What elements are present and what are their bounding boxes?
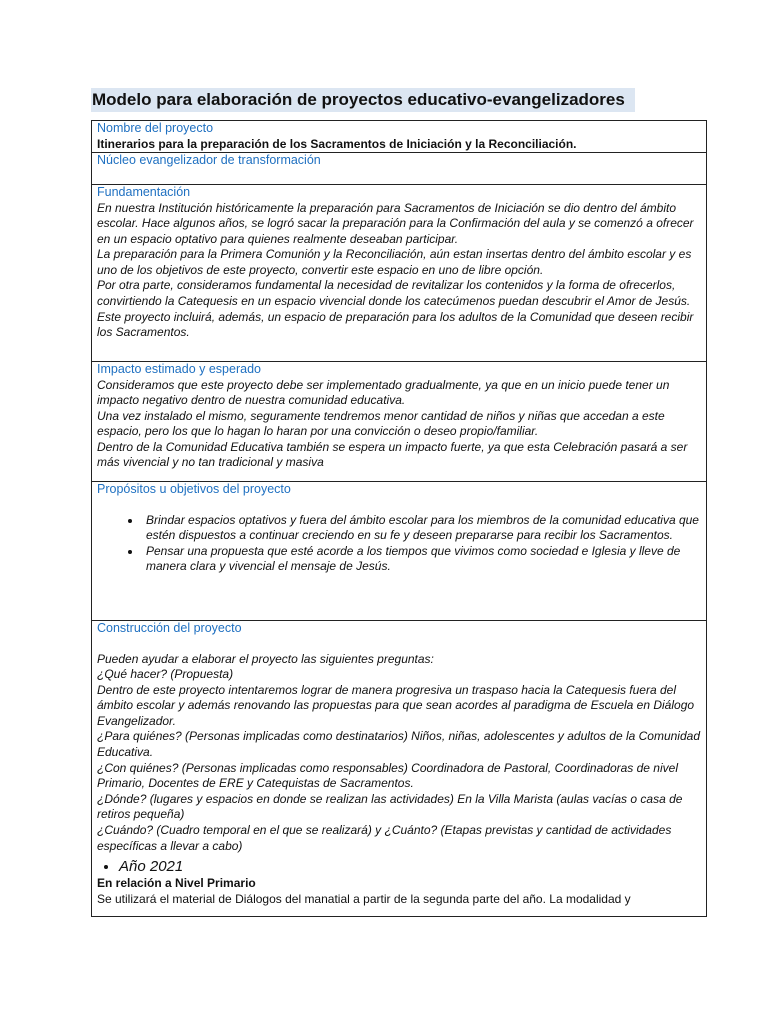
foundation-heading: Fundamentación bbox=[97, 185, 191, 199]
project-name-heading: Nombre del proyecto bbox=[97, 121, 214, 135]
construction-paragraph: ¿Qué hacer? (Propuesta) bbox=[97, 667, 234, 682]
foundation-paragraph: En nuestra Institución históricamente la preparación para Sacramentos de Iniciación se dio dentro del ámbito escolar. Hace algunos años, se logró sacar la preparación para la Confirmación del aula y se comenzó a ofrecer en un espacio optativo para quienes realmente deseaban participar. bbox=[97, 200, 694, 246]
impact-heading: Impacto estimado y esperado bbox=[97, 362, 261, 376]
construction-paragraph: ¿Con quiénes? (Personas implicadas como responsables) Coordinadora de Pastoral, Coordinadoras de nivel Primario, Docentes de ERE y Catequistas de Sacramentos. bbox=[97, 760, 678, 791]
nucleus-section bbox=[92, 153, 706, 185]
construction-paragraph: ¿Para quiénes? (Personas implicadas como destinatarios) Niños, niñas, adolescentes y adultos de la Comunidad Educativa. bbox=[97, 729, 700, 760]
year-list bbox=[97, 858, 701, 876]
objectives-heading: Propósitos u objetivos del proyecto bbox=[97, 482, 291, 496]
construction-heading: Construcción del proyecto bbox=[97, 621, 242, 635]
construction-paragraph: Dentro de este proyecto intentaremos lograr de manera progresiva un traspaso hacia la Catequesis fuera del ámbito escolar y además renovando las propuestas para que sean acordes al paradigma de Escuela en Diálogo Evangelizador. bbox=[97, 682, 695, 728]
objective-item: • Pensar una propuesta que esté acorde a los tiempos que vivimos como sociedad e Iglesia y lleve de manera clara y vivencial el mensaje de Jesús. bbox=[142, 544, 701, 575]
construction-paragraph: ¿Dónde? (lugares y espacios en donde se realizan las actividades) En la Villa Marista (aulas vacías o casa de retiros pequeña) bbox=[97, 791, 683, 822]
objectives-section bbox=[92, 482, 706, 621]
impact-paragraph: Consideramos que este proyecto debe ser implementado gradualmente, ya que en un inicio puede tener un impacto negativo dentro de nuestra comunidad educativa. bbox=[97, 377, 670, 408]
impact-paragraph: Dentro de la Comunidad Educativa también se espera un impacto fuerte, ya que esta Celebración pasará a ser más vivencial y no tan tradicional y masiva bbox=[97, 439, 688, 470]
project-name-section bbox=[92, 121, 706, 153]
objectives-list bbox=[97, 513, 701, 575]
construction-last-line: Se utilizará el material de Diálogos del manatial a partir de la segunda parte del año. La modalidad y bbox=[97, 891, 631, 906]
objective-item: • Brindar espacios optativos y fuera del ámbito escolar para los miembros de la comunidad educativa que estén dispuestos a continuar creciendo en su fe y deseen prepararse para recibir los Sacramentos. bbox=[142, 513, 701, 544]
construction-paragraph: Pueden ayudar a elaborar el proyecto las siguientes preguntas: bbox=[97, 651, 434, 666]
foundation-section bbox=[92, 185, 706, 362]
foundation-paragraph: Este proyecto incluirá, además, un espacio de preparación para los adultos de la Comunidad que deseen recibir los Sacramentos. bbox=[97, 309, 694, 340]
construction-section bbox=[92, 621, 706, 917]
year-item: • Año 2021 bbox=[119, 858, 701, 876]
document-title: Modelo para elaboración de proyectos educativo-evangelizadores bbox=[91, 88, 635, 112]
nucleus-heading: Núcleo evangelizador de transformación bbox=[97, 153, 321, 167]
foundation-paragraph: La preparación para la Primera Comunión y la Reconciliación, aún estan insertas dentro del ámbito escolar y es uno de los objetivos de este proyecto, convertir este espacio en uno de libre opción. bbox=[97, 247, 692, 277]
project-table bbox=[91, 120, 707, 917]
project-name-value: Itinerarios para la preparación de los Sacramentos de Iniciación y la Reconciliación. bbox=[97, 136, 577, 151]
impact-section bbox=[92, 362, 706, 482]
construction-paragraph: ¿Cuándo? (Cuadro temporal en el que se realizará) y ¿Cuánto? (Etapas previstas y cantidad de actividades específicas a llevar a cabo) bbox=[97, 823, 672, 853]
foundation-paragraph: Por otra parte, consideramos fundamental la necesidad de revitalizar los contenidos y la forma de ofrecerlos, convirtiendo la Catequesis en un espacio vivencial donde los catecúmenos puedan descubrir el Amor de Jesús. bbox=[97, 278, 691, 309]
impact-paragraph: Una vez instalado el mismo, seguramente tendremos menor cantidad de niños y niñas que accedan a este espacio, pero los que lo hagan lo haran por una convicción o deseo propio/familiar. bbox=[97, 408, 665, 439]
primary-level-subheading: En relación a Nivel Primario bbox=[97, 876, 256, 891]
